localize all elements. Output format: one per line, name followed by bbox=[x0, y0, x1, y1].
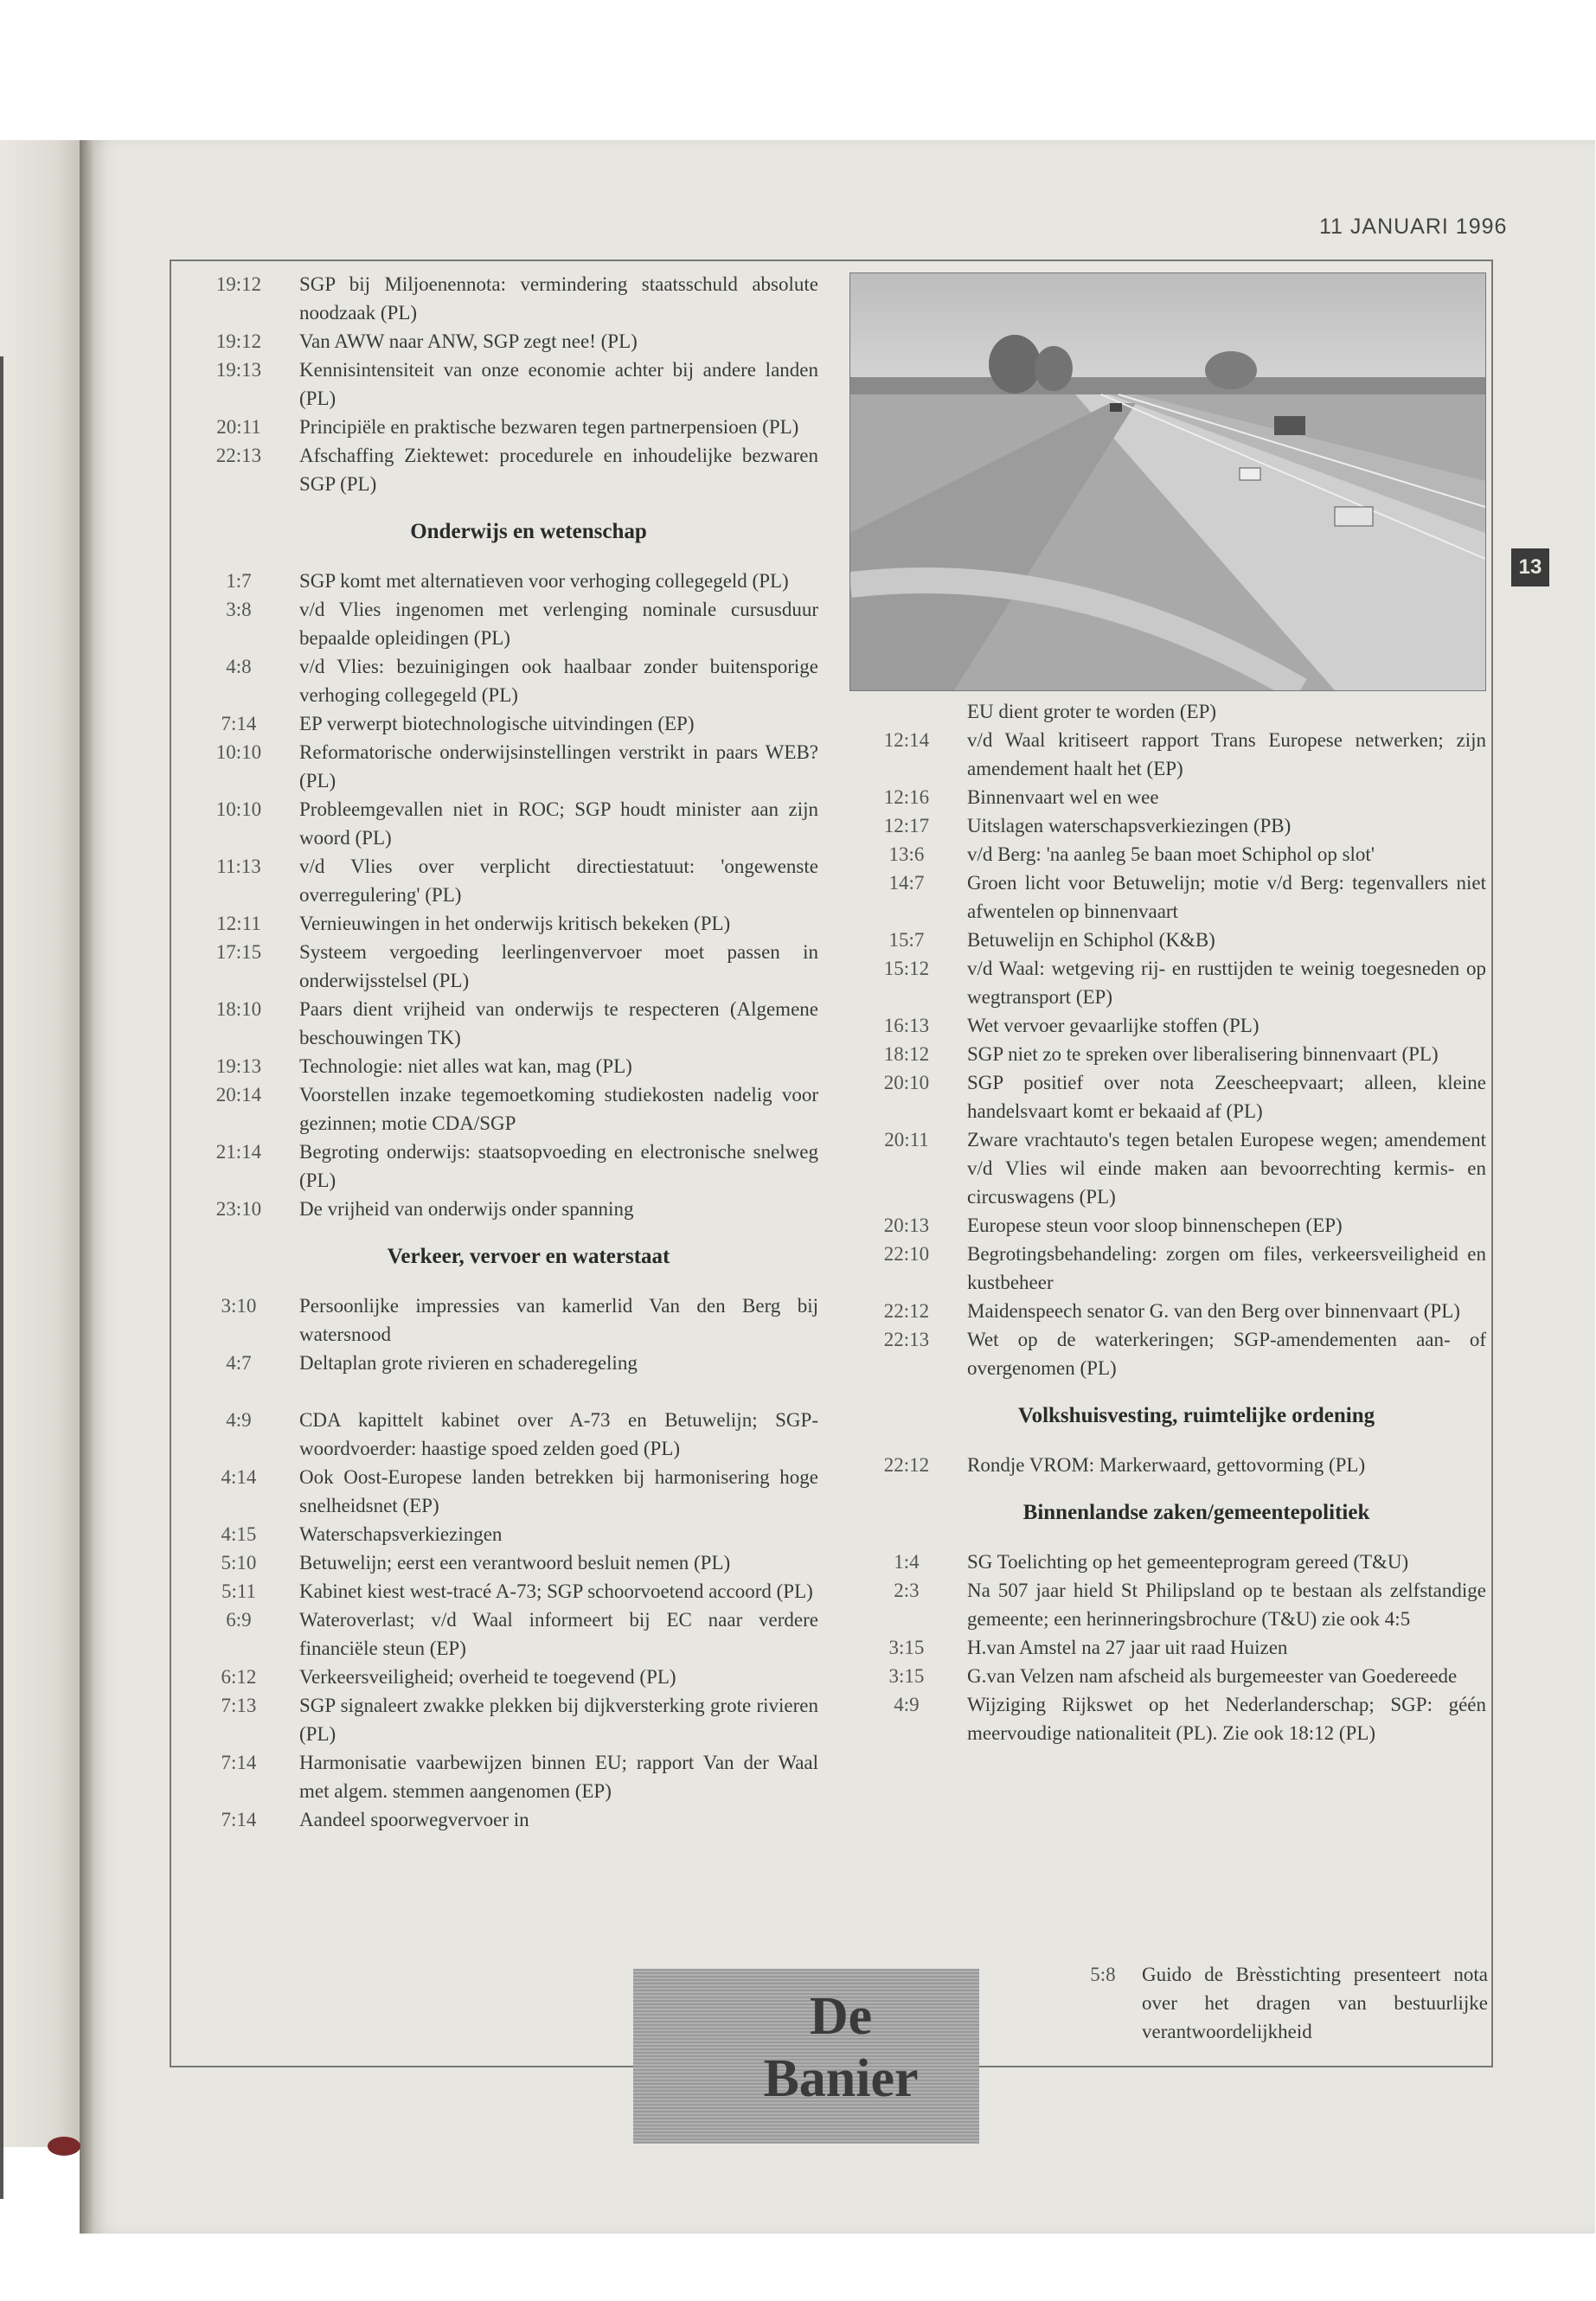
index-entry bbox=[846, 726, 1486, 783]
entry-title: Rondje VROM: Markerwaard, gettovorming (PL) bbox=[967, 1454, 1366, 1476]
entry-issue-number: 7:14 bbox=[221, 1752, 257, 1773]
entry-title: Paars dient vrijheid van onderwijs te respecteren (Algemene beschouwingen TK) bbox=[299, 998, 818, 1048]
index-entry bbox=[178, 356, 818, 413]
index-entry bbox=[178, 1080, 818, 1138]
entry-issue-number: 4:14 bbox=[221, 1466, 257, 1488]
index-entry bbox=[846, 1211, 1486, 1240]
entry-issue-number: 1:7 bbox=[226, 570, 252, 592]
index-entry bbox=[178, 738, 818, 795]
entry-issue-number: 2:3 bbox=[894, 1580, 920, 1601]
entry-title: Ook Oost-Europese landen betrekken bij harmonisering hoge snelheidsnet (EP) bbox=[299, 1466, 818, 1516]
entry-title: Begroting onderwijs: staatsopvoeding en electronische snelweg (PL) bbox=[299, 1141, 818, 1191]
index-entry bbox=[846, 840, 1486, 868]
index-entry bbox=[846, 1125, 1486, 1211]
section-heading: Binnenlandse zaken/gemeentepolitiek bbox=[1022, 1501, 1370, 1524]
closing-note bbox=[1064, 1960, 1488, 2046]
index-entry bbox=[178, 1663, 818, 1691]
index-entry bbox=[846, 954, 1486, 1011]
entry-title: Uitslagen waterschapsverkiezingen (PB) bbox=[967, 815, 1292, 836]
entry-issue-number: 22:12 bbox=[883, 1300, 930, 1322]
entry-title: Principiële en praktische bezwaren tegen partnerpensioen (PL) bbox=[299, 416, 799, 438]
entry-issue-number: 21:14 bbox=[215, 1141, 262, 1163]
entry-issue-number: 13:6 bbox=[888, 843, 925, 865]
entry-title: Betuwelijn; eerst een verantwoord besluit nemen (PL) bbox=[299, 1552, 731, 1574]
entry-title: Afschaffing Ziektewet: procedurele en inhoudelijke bezwaren SGP (PL) bbox=[299, 445, 818, 495]
entry-issue-number: 7:14 bbox=[221, 1809, 257, 1830]
entry-title: Waterschapsverkiezingen bbox=[299, 1523, 503, 1545]
index-entry bbox=[178, 1748, 818, 1805]
entry-title: Harmonisatie vaarbewijzen binnen EU; rapport Van der Waal met algem. stemmen aangenomen (EP) bbox=[299, 1752, 818, 1802]
note-number: 5:8 bbox=[1090, 1964, 1116, 1985]
banner-title-line2: Banier bbox=[763, 2049, 919, 2108]
index-entry bbox=[178, 938, 818, 995]
index-entry bbox=[178, 413, 818, 441]
issue-date: 11 JANUARI 1996 bbox=[1319, 215, 1508, 239]
index-entry bbox=[178, 795, 818, 852]
index-entry bbox=[846, 783, 1486, 811]
spacer bbox=[178, 1377, 818, 1406]
entry-issue-number: 19:12 bbox=[215, 330, 262, 352]
entry-issue-number: 3:10 bbox=[221, 1295, 257, 1317]
entry-issue-number: 17:15 bbox=[215, 941, 262, 963]
right-column bbox=[846, 697, 1486, 1747]
index-entry bbox=[846, 811, 1486, 840]
entry-title: Kabinet kiest west-tracé A-73; SGP schoorvoetend accoord (PL) bbox=[299, 1580, 813, 1602]
entry-title: Begrotingsbehandeling: zorgen om files, verkeersveiligheid en kustbeheer bbox=[967, 1243, 1486, 1293]
section-heading: Volkshuisvesting, ruimtelijke ordening bbox=[1017, 1404, 1375, 1427]
index-entry bbox=[178, 995, 818, 1052]
entry-title: Wet vervoer gevaarlijke stoffen (PL) bbox=[967, 1015, 1259, 1036]
entry-title: EU dient groter te worden (EP) bbox=[967, 701, 1217, 722]
entry-issue-number: 4:15 bbox=[221, 1523, 257, 1545]
entry-title: G.van Velzen nam afscheid als burgemeester van Goedereede bbox=[967, 1665, 1458, 1687]
entry-issue-number: 20:11 bbox=[216, 416, 261, 438]
entry-title: Technologie: niet alles wat kan, mag (PL) bbox=[299, 1055, 632, 1077]
entry-title: CDA kapittelt kabinet over A-73 en Betuwelijn; SGP-woordvoerder: haastige spoed zelden goed (PL) bbox=[299, 1409, 818, 1459]
index-entry bbox=[178, 909, 818, 938]
entry-title: v/d Vlies over verplicht directiestatuut: 'ongewenste overregulering' (PL) bbox=[299, 856, 818, 906]
entry-issue-number: 11:13 bbox=[216, 856, 261, 877]
index-entry bbox=[178, 852, 818, 909]
index-entry bbox=[846, 1325, 1486, 1382]
entry-issue-number: 10:10 bbox=[215, 798, 262, 820]
entry-issue-number: 18:10 bbox=[215, 998, 262, 1020]
entry-issue-number: 10:10 bbox=[215, 741, 262, 763]
index-entry bbox=[178, 1292, 818, 1349]
entry-title: Maidenspeech senator G. van den Berg over binnenvaart (PL) bbox=[967, 1300, 1460, 1322]
index-entry bbox=[178, 1138, 818, 1195]
page-edge-mark bbox=[48, 2137, 80, 2156]
entry-title: Persoonlijke impressies van kamerlid Van den Berg bij watersnood bbox=[299, 1295, 818, 1345]
entry-issue-number: 14:7 bbox=[888, 872, 925, 894]
index-entry bbox=[846, 1633, 1486, 1662]
entry-issue-number: 22:12 bbox=[883, 1454, 930, 1476]
de-banier-banner bbox=[633, 1969, 979, 2144]
index-entry bbox=[846, 1240, 1486, 1297]
entry-title: Aandeel spoorwegvervoer in bbox=[299, 1809, 529, 1830]
index-entry bbox=[178, 1406, 818, 1463]
entry-title: Groen licht voor Betuwelijn; motie v/d Berg: tegenvallers niet afwentelen op binnenvaart bbox=[967, 872, 1486, 922]
index-entry bbox=[846, 697, 1486, 726]
entry-title: Wijziging Rijkswet op het Nederlanderschap; SGP: géén meervoudige nationaliteit (PL). Zie ook 18:12 (PL) bbox=[967, 1694, 1486, 1744]
entry-issue-number: 22:13 bbox=[883, 1329, 930, 1350]
entry-title: Voorstellen inzake tegemoetkoming studiekosten nadelig voor gezinnen; motie CDA/SGP bbox=[299, 1084, 818, 1134]
entry-issue-number: 20:10 bbox=[883, 1072, 930, 1093]
entry-issue-number: 3:8 bbox=[226, 599, 252, 620]
entry-title: Europese steun voor sloop binnenschepen (EP) bbox=[967, 1215, 1343, 1236]
index-entry bbox=[178, 1052, 818, 1080]
index-entry bbox=[178, 709, 818, 738]
index-entry bbox=[178, 270, 818, 327]
entry-issue-number: 1:4 bbox=[894, 1551, 920, 1573]
index-entry bbox=[178, 1691, 818, 1748]
entry-issue-number: 15:7 bbox=[888, 929, 925, 951]
entry-issue-number: 20:14 bbox=[215, 1084, 262, 1106]
entry-title: Vernieuwingen in het onderwijs kritisch bekeken (PL) bbox=[299, 913, 731, 934]
left-column bbox=[178, 270, 818, 1834]
highway-photo bbox=[849, 272, 1486, 691]
entry-issue-number: 4:9 bbox=[894, 1694, 920, 1715]
index-entry bbox=[846, 1576, 1486, 1633]
entry-title: Verkeersveiligheid; overheid te toegevend (PL) bbox=[299, 1666, 676, 1688]
entry-title: v/d Waal: wetgeving rij- en rusttijden te weinig toegesneden op wegtransport (EP) bbox=[967, 958, 1486, 1008]
book-spine bbox=[80, 140, 93, 2234]
index-entry bbox=[178, 595, 818, 652]
entry-title: SGP signaleert zwakke plekken bij dijkversterking grote rivieren (PL) bbox=[299, 1695, 818, 1745]
index-entry bbox=[178, 441, 818, 498]
entry-issue-number: 16:13 bbox=[883, 1015, 930, 1036]
page-number-tab: 13 bbox=[1511, 548, 1549, 586]
entry-issue-number: 12:17 bbox=[883, 815, 930, 836]
highway-photo-image bbox=[850, 273, 1485, 690]
entry-issue-number: 4:8 bbox=[226, 656, 252, 677]
index-entry bbox=[178, 567, 818, 595]
index-entry bbox=[846, 926, 1486, 954]
index-entry bbox=[178, 1195, 818, 1223]
index-entry bbox=[846, 1011, 1486, 1040]
index-entry bbox=[846, 1662, 1486, 1690]
entry-title: Van AWW naar ANW, SGP zegt nee! (PL) bbox=[299, 330, 638, 352]
entry-title: v/d Vlies: bezuinigingen ook haalbaar zonder buitensporige verhoging collegegeld (PL) bbox=[299, 656, 818, 706]
entry-title: H.van Amstel na 27 jaar uit raad Huizen bbox=[967, 1637, 1288, 1658]
entry-issue-number: 19:13 bbox=[215, 359, 262, 381]
entry-issue-number: 4:9 bbox=[226, 1409, 252, 1431]
facing-page-rule bbox=[0, 356, 3, 2199]
entry-title: Probleemgevallen niet in ROC; SGP houdt minister aan zijn woord (PL) bbox=[299, 798, 818, 849]
entry-issue-number: 15:12 bbox=[883, 958, 930, 979]
note-text: Guido de Brèsstichting presenteert nota over het dragen van bestuurlijke verantwoordelijkheid bbox=[1142, 1964, 1488, 2042]
index-entry bbox=[178, 1520, 818, 1548]
index-entry bbox=[178, 652, 818, 709]
entry-issue-number: 7:13 bbox=[221, 1695, 257, 1716]
entry-issue-number: 19:12 bbox=[215, 273, 262, 295]
entry-title: SGP positief over nota Zeescheepvaart; alleen, kleine handelsvaart komt er bekaaid af (PL) bbox=[967, 1072, 1486, 1122]
facing-page bbox=[0, 140, 80, 2147]
index-entry bbox=[178, 1577, 818, 1606]
section-heading: Onderwijs en wetenschap bbox=[410, 520, 647, 543]
index-entry bbox=[846, 868, 1486, 926]
entry-issue-number: 12:16 bbox=[883, 786, 930, 808]
entry-issue-number: 12:11 bbox=[216, 913, 261, 934]
entry-issue-number: 23:10 bbox=[215, 1198, 262, 1220]
entry-title: Wet op de waterkeringen; SGP-amendementen aan- of overgenomen (PL) bbox=[967, 1329, 1486, 1379]
entry-issue-number: 3:15 bbox=[888, 1665, 925, 1687]
entry-title: Wateroverlast; v/d Waal informeert bij EC naar verdere financiële steun (EP) bbox=[299, 1609, 818, 1659]
entry-title: SGP bij Miljoenennota: vermindering staatsschuld absolute noodzaak (PL) bbox=[299, 273, 818, 324]
entry-title: SGP komt met alternatieven voor verhoging collegegeld (PL) bbox=[299, 570, 789, 592]
entry-issue-number: 6:12 bbox=[221, 1666, 257, 1688]
entry-issue-number: 22:13 bbox=[215, 445, 262, 466]
entry-issue-number: 19:13 bbox=[215, 1055, 262, 1077]
index-entry bbox=[846, 1068, 1486, 1125]
entry-title: v/d Berg: 'na aanleg 5e baan moet Schiphol op slot' bbox=[967, 843, 1375, 865]
entry-issue-number: 4:7 bbox=[226, 1352, 252, 1374]
entry-title: Kennisintensiteit van onze economie achter bij andere landen (PL) bbox=[299, 359, 818, 409]
entry-issue-number: 12:14 bbox=[883, 729, 930, 751]
entry-title: Binnenvaart wel en wee bbox=[967, 786, 1159, 808]
entry-issue-number: 5:10 bbox=[221, 1552, 257, 1574]
index-entry bbox=[846, 1690, 1486, 1747]
entry-issue-number: 5:11 bbox=[221, 1580, 257, 1602]
entry-title: v/d Waal kritiseert rapport Trans Europese netwerken; zijn amendement haalt het (EP) bbox=[967, 729, 1486, 779]
entry-title: Reformatorische onderwijsinstellingen verstrikt in paars WEB? (PL) bbox=[299, 741, 818, 792]
section-heading: Verkeer, vervoer en waterstaat bbox=[387, 1245, 670, 1268]
entry-title: v/d Vlies ingenomen met verlenging nominale cursusduur bepaalde opleidingen (PL) bbox=[299, 599, 818, 649]
entry-title: Zware vrachtauto's tegen betalen Europese wegen; amendement v/d Vlies wil einde maken aan bevoorrechting kermis- en circuswagens (PL) bbox=[967, 1129, 1486, 1208]
entry-title: SG Toelichting op het gemeenteprogram gereed (T&U) bbox=[967, 1551, 1409, 1573]
entry-title: SGP niet zo te spreken over liberalisering binnenvaart (PL) bbox=[967, 1043, 1439, 1065]
entry-issue-number: 18:12 bbox=[883, 1043, 930, 1065]
entry-title: De vrijheid van onderwijs onder spanning bbox=[299, 1198, 634, 1220]
index-entry bbox=[846, 1548, 1486, 1576]
index-entry bbox=[178, 1349, 818, 1377]
index-entry bbox=[846, 1040, 1486, 1068]
index-entry bbox=[846, 1451, 1486, 1479]
banner-title-line1: De bbox=[809, 1987, 873, 2046]
entry-issue-number: 3:15 bbox=[888, 1637, 925, 1658]
entry-title: Deltaplan grote rivieren en schaderegeling bbox=[299, 1352, 638, 1374]
entry-title: Systeem vergoeding leerlingenvervoer moet passen in onderwijsstelsel (PL) bbox=[299, 941, 818, 991]
index-entry bbox=[178, 1606, 818, 1663]
entry-issue-number: 7:14 bbox=[221, 713, 257, 734]
entry-issue-number: 6:9 bbox=[226, 1609, 252, 1631]
entry-issue-number: 22:10 bbox=[883, 1243, 930, 1265]
entry-issue-number: 20:11 bbox=[884, 1129, 929, 1150]
entry-title: EP verwerpt biotechnologische uitvindingen (EP) bbox=[299, 713, 695, 734]
index-entry bbox=[178, 1548, 818, 1577]
index-entry bbox=[178, 1463, 818, 1520]
index-entry bbox=[178, 327, 818, 356]
index-entry bbox=[178, 1805, 818, 1834]
entry-title: Na 507 jaar hield St Philipsland op te bestaan als zelfstandige gemeente; een herinneringsbrochure (T&U) zie ook 4:5 bbox=[967, 1580, 1486, 1630]
index-entry bbox=[846, 1297, 1486, 1325]
entry-issue-number: 20:13 bbox=[883, 1215, 930, 1236]
entry-title: Betuwelijn en Schiphol (K&B) bbox=[967, 929, 1215, 951]
